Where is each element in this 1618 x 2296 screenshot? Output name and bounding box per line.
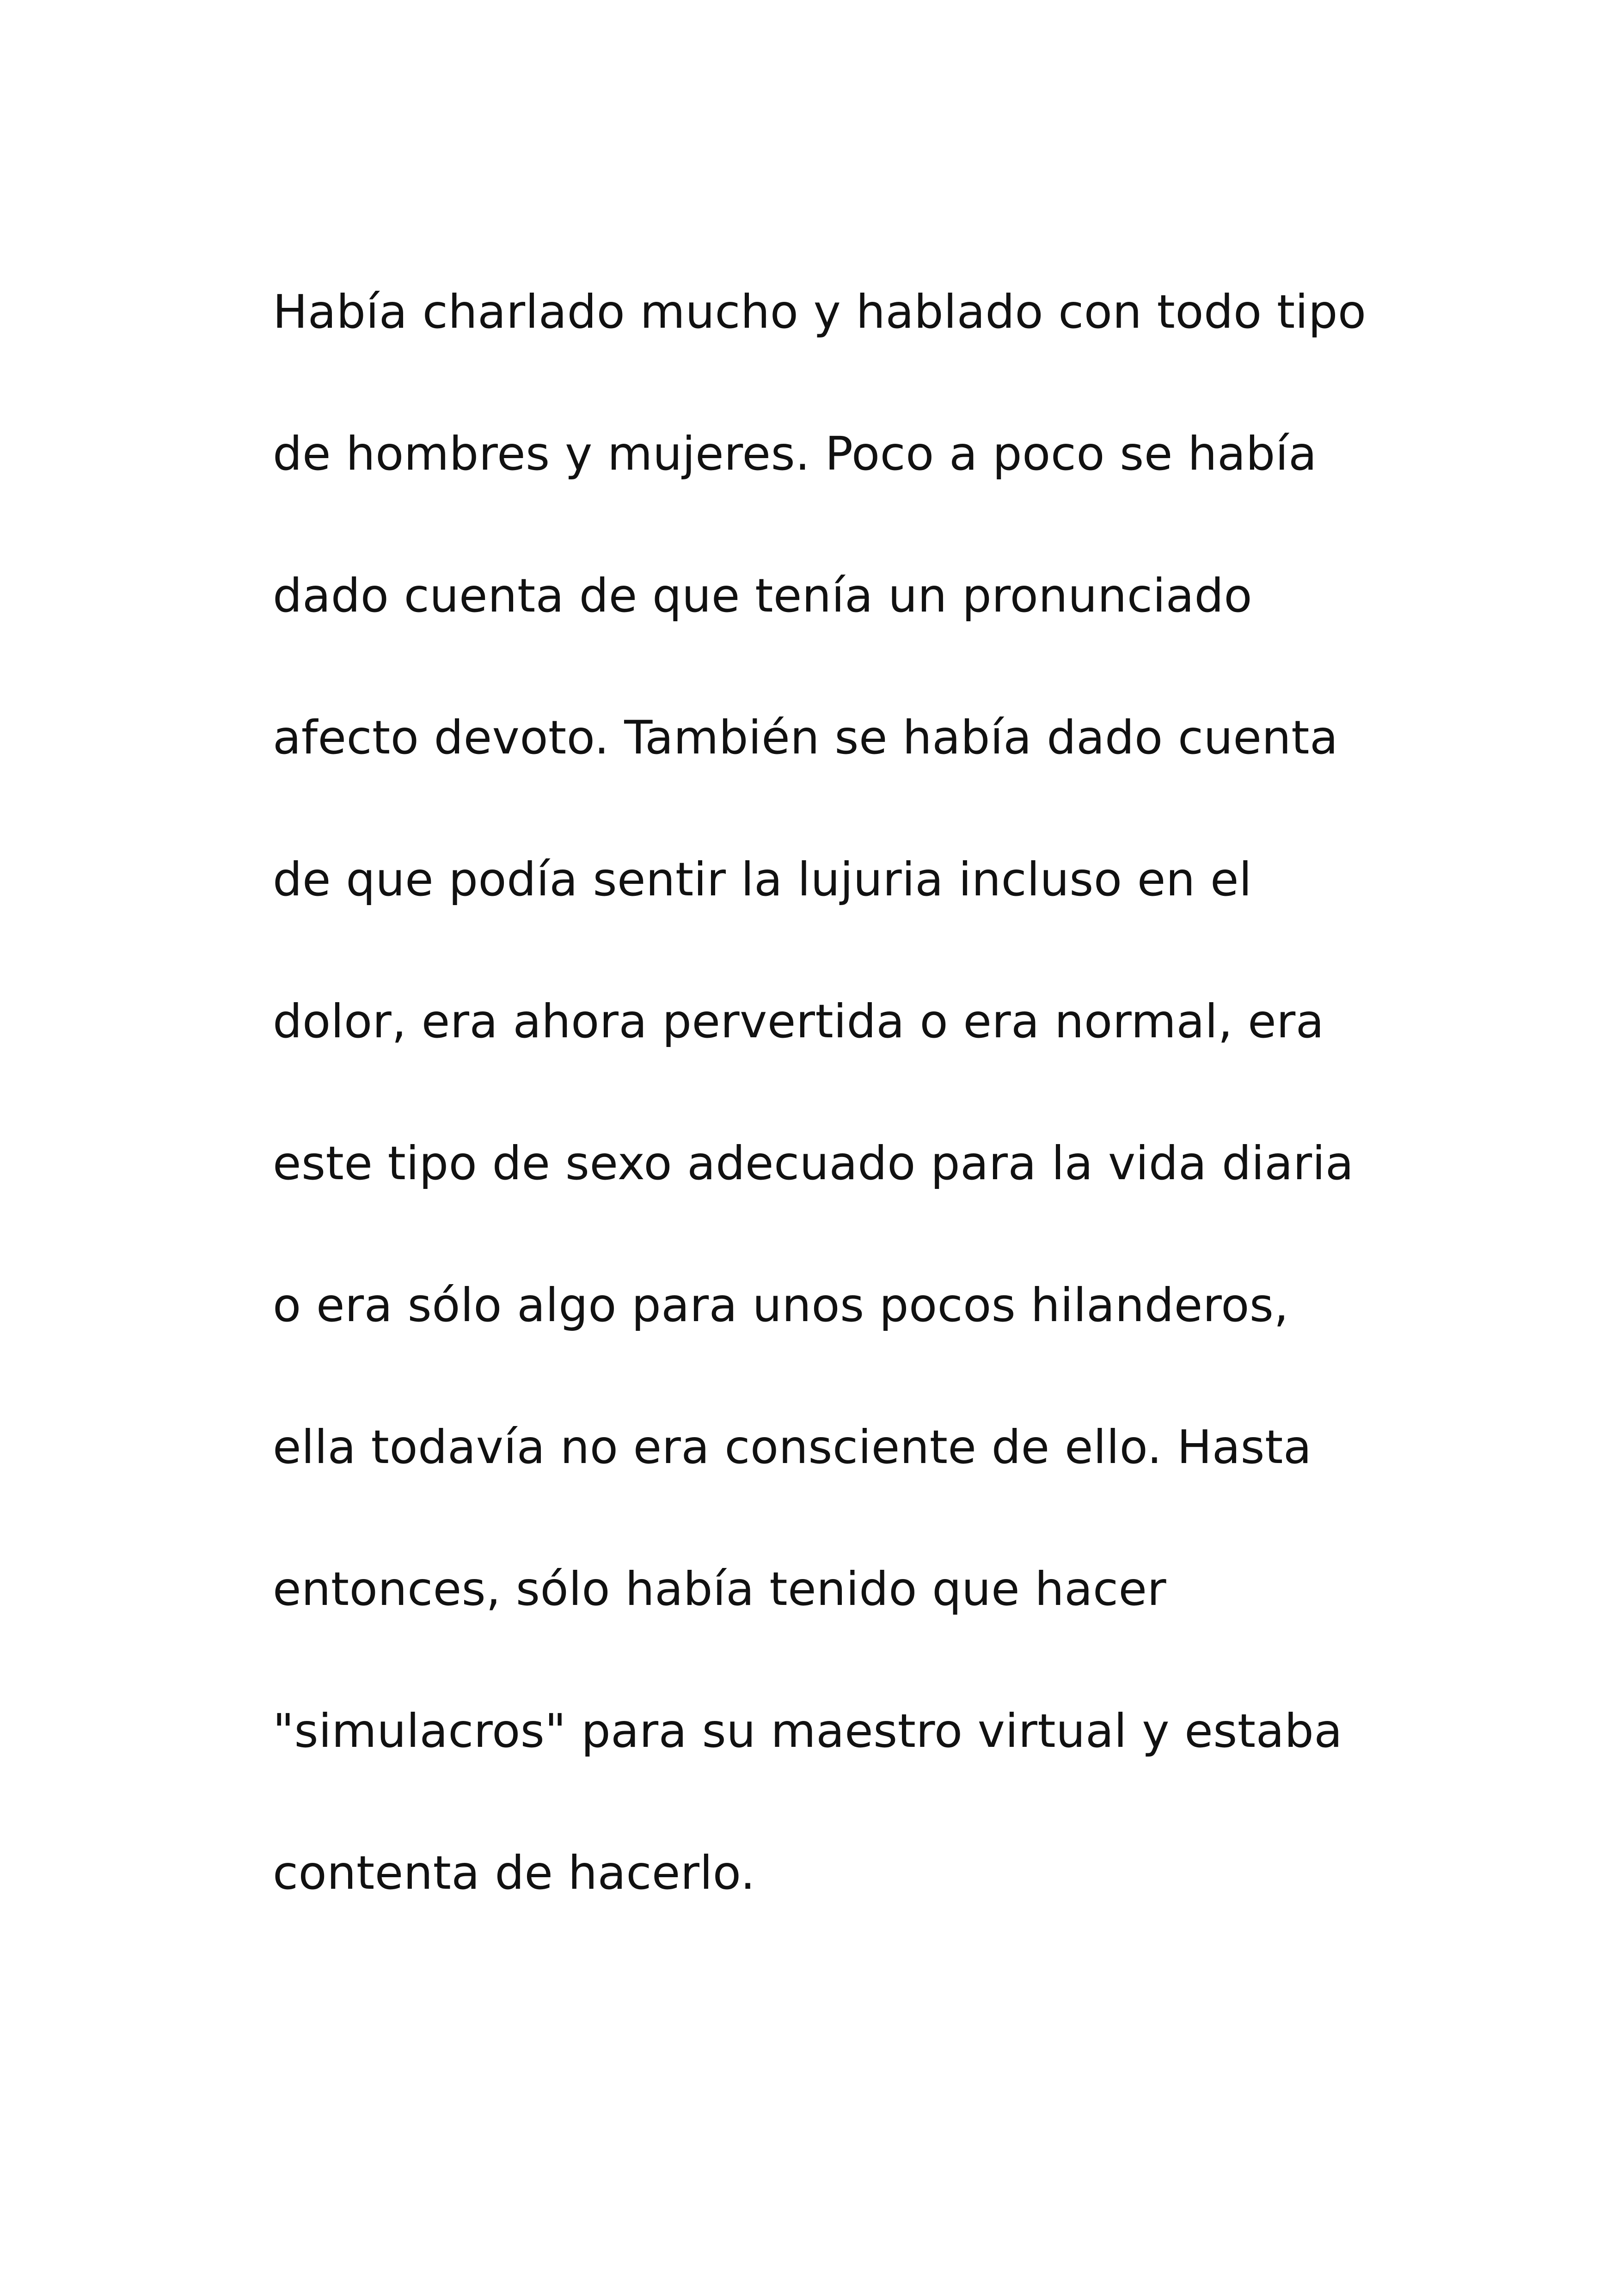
paragraph-line: afecto devoto. También se había dado cuenta xyxy=(273,710,1338,765)
paragraph-line: o era sólo algo para unos pocos hilanderos, xyxy=(273,1278,1289,1332)
paragraph-line: contenta de hacerlo. xyxy=(273,1846,755,1900)
body-paragraph xyxy=(273,259,1428,1962)
paragraph-line: dado cuenta de que tenía un pronunciado xyxy=(273,569,1253,623)
paragraph-line: de que podía sentir la lujuria incluso en el xyxy=(273,852,1252,906)
paragraph-line: Había charlado mucho y hablado con todo tipo xyxy=(273,285,1367,339)
paragraph-line: este tipo de sexo adecuado para la vida diaria xyxy=(273,1136,1354,1190)
paragraph-line: entonces, sólo había tenido que hacer xyxy=(273,1562,1167,1616)
paragraph-line: ella todavía no era consciente de ello. Hasta xyxy=(273,1420,1312,1474)
paragraph-line: de hombres y mujeres. Poco a poco se había xyxy=(273,427,1317,481)
paragraph-line: "simulacros" para su maestro virtual y estaba xyxy=(273,1704,1343,1758)
paragraph-line: dolor, era ahora pervertida o era normal, era xyxy=(273,994,1324,1048)
